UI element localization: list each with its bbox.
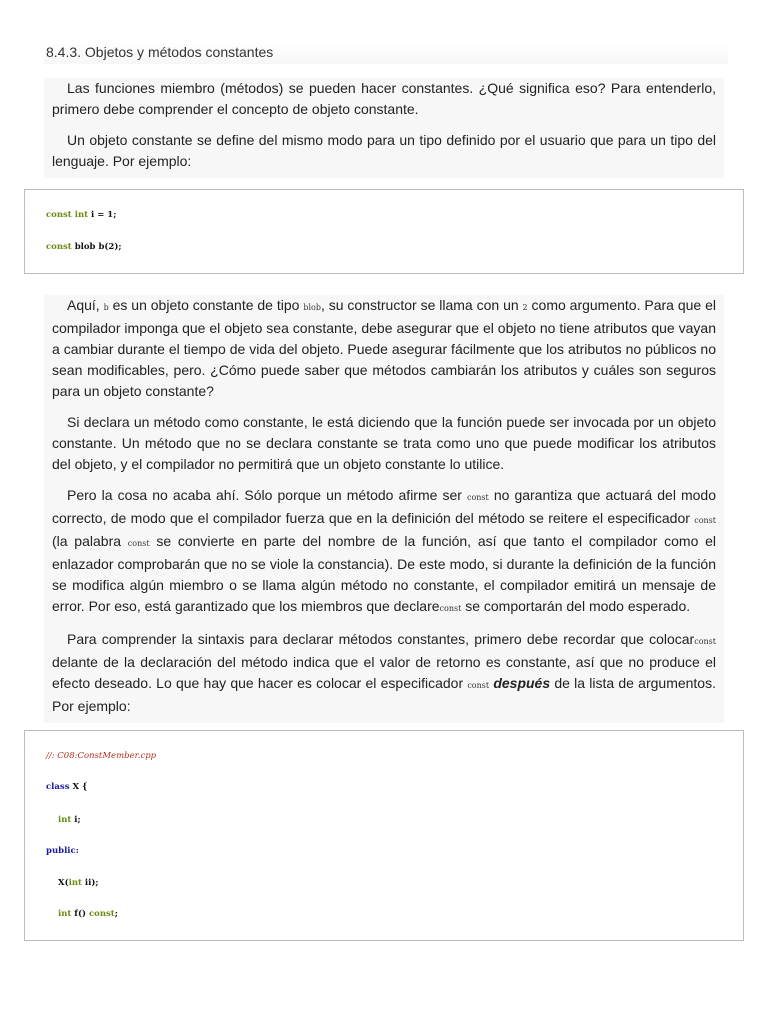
text: Pero la cosa no acaba ahí. Sólo porque un método afirme ser	[67, 487, 467, 503]
section-heading: 8.4.3. Objetos y métodos constantes	[44, 42, 728, 64]
text: como argumento. Para que el compilador imponga que el objeto sea constante, debe asegurar que el objeto no tiene atributos que vayan a cambiar durante el tiempo de vida del objeto. Puede asegurar fácilmente que los atributos no públicos no sean modificables, pero. ¿Cómo puede saber que métodos cambiarán los atributos y cuáles son seguros para un objeto constante?	[52, 297, 716, 399]
code-keyword: int	[58, 815, 72, 825]
text: es un objeto constante de tipo	[108, 297, 304, 313]
text: (la palabra	[52, 533, 128, 549]
paragraph-5	[44, 481, 724, 625]
code-keyword: class	[46, 782, 70, 792]
paragraph-6	[44, 625, 724, 723]
text: , su constructor se llama con un	[320, 297, 523, 313]
text: no garantiza que actuará del modo correcto, de modo que el compilador fuerza que en la definición del método se reitere el especificador	[52, 487, 717, 526]
code-keyword: int	[68, 878, 82, 888]
code-keyword: public	[46, 846, 76, 856]
intro-block	[44, 78, 724, 178]
code-text: f()	[71, 909, 89, 919]
code-text: X(	[58, 878, 69, 888]
text: se convierte en parte del nombre de la función, así que tanto el compilador como el enlazador comprobarán que no se viole la constancia). De este modo, si durante la definición de la función se modifica algún miembro o se llama algún método no constante, el compilador emitirá un mensaje de error. Por eso, está garantizado que los miembros que declare	[52, 533, 717, 614]
code-text: i;	[71, 815, 81, 825]
inline-code: const	[127, 539, 150, 548]
code-line	[58, 878, 99, 888]
paragraph-intro-1: Las funciones miembro (métodos) se pueden hacer constantes. ¿Qué significa eso? Para entenderlo, primero debe comprender el concepto de objeto constante.	[52, 80, 716, 117]
code-line	[46, 242, 122, 252]
code-keyword: int	[74, 210, 89, 220]
paragraph-4: Si declara un método como constante, le está diciendo que la función puede ser invocada por un objeto constante. Un método que no se declara constante se trata como uno que puede modificar los atributos del objeto, y el compilador no permitirá que un objeto constante lo utilice.	[52, 414, 716, 472]
code-line	[46, 846, 79, 856]
inline-code: const	[694, 516, 716, 525]
code-keyword: const	[46, 210, 72, 220]
code-text: ;	[114, 909, 118, 919]
text: Aquí,	[67, 297, 104, 313]
code-block-2	[24, 730, 744, 941]
code-line	[46, 751, 156, 761]
code-line	[46, 782, 87, 792]
inline-code: blob	[303, 303, 321, 312]
text: delante de la declaración del método indica que el valor de retorno es constante, así que no produce el efecto deseado. Lo que hay que hacer es colocar el especificador	[52, 654, 716, 691]
code-text: X {	[69, 782, 88, 792]
code-line	[46, 210, 116, 220]
code-line	[58, 909, 118, 919]
inline-code: const	[466, 493, 489, 502]
text: se comportarán del modo esperado.	[461, 598, 691, 614]
code-text: :	[75, 846, 79, 856]
inline-code: 2	[522, 303, 528, 312]
inline-code: b	[103, 303, 109, 312]
code-keyword: int	[58, 909, 72, 919]
code-line	[58, 815, 81, 825]
text: de la lista de argumentos. Por ejemplo:	[52, 675, 716, 714]
inline-code: const	[467, 681, 490, 690]
paragraph-3	[44, 295, 724, 408]
emphasis: después	[493, 675, 551, 691]
code-comment: //: C08:ConstMember.cpp	[46, 751, 157, 761]
code-text: blob b(2);	[71, 242, 122, 252]
text: Para comprender la sintaxis para declarar métodos constantes, primero debe recordar que colocar	[67, 631, 695, 647]
code-keyword: const	[88, 909, 115, 919]
body-block	[44, 295, 724, 723]
code-block-1	[24, 189, 744, 274]
paragraph-intro-2: Un objeto constante se define del mismo modo para un tipo definido por el usuario que para un tipo del lenguaje. Por ejemplo:	[52, 132, 716, 169]
code-keyword: const	[46, 242, 72, 252]
code-text: ii);	[81, 878, 99, 888]
code-text: i = 1;	[88, 210, 117, 220]
inline-code: const	[694, 637, 716, 646]
inline-code: const	[439, 604, 462, 613]
